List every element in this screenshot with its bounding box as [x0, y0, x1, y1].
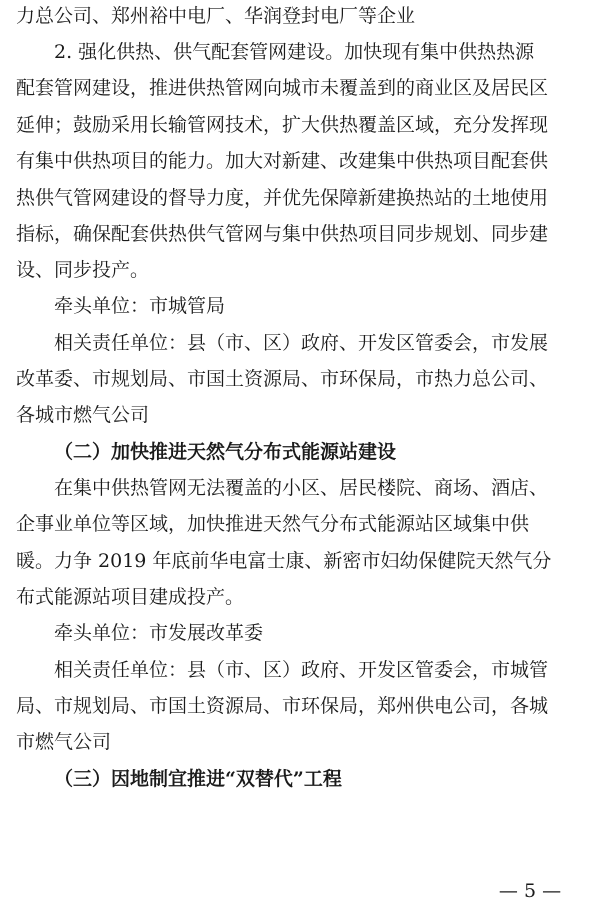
section-heading: （三）因地制宜推进“双替代”工程	[54, 768, 342, 790]
text-line: 2. 强化供热、供气配套管网建设。加快现有集中供热热源	[54, 41, 535, 63]
text-line: 指标，确保配套供热供气管网与集中供热项目同步规划、同步建	[16, 223, 549, 245]
lead-unit-line: 牵头单位：市发展改革委	[54, 622, 264, 644]
text-line: 延伸；鼓励采用长输管网技术，扩大供热覆盖区域，充分发挥现	[16, 114, 549, 136]
text-line: 有集中供热项目的能力。加大对新建、改建集中供热项目配套供	[16, 150, 549, 172]
text-line: 配套管网建设，推进供热管网向城市未覆盖到的商业区及居民区	[16, 77, 549, 99]
related-unit-line: 相关责任单位：县（市、区）政府、开发区管委会，市发展	[54, 332, 549, 354]
related-unit-line: 相关责任单位：县（市、区）政府、开发区管委会，市城管	[54, 659, 549, 681]
text-line: 在集中供热管网无法覆盖的小区、居民楼院、商场、酒店、	[54, 477, 549, 499]
section-heading: （二）加快推进天然气分布式能源站建设	[54, 441, 397, 463]
text-line: 暖。力争 2019 年底前华电富士康、新密市妇幼保健院天然气分	[16, 550, 552, 572]
lead-unit-line: 牵头单位：市城管局	[54, 295, 226, 317]
text-line: 市燃气公司	[16, 731, 112, 753]
text-line: 设、同步投产。	[16, 259, 150, 281]
page-number: — 5 —	[498, 880, 562, 902]
text-line: 布式能源站项目建成投产。	[16, 586, 245, 608]
text-line: 热供气管网建设的督导力度，并优先保障新建换热站的土地使用	[16, 187, 549, 209]
text-line: 局、市规划局、市国土资源局、市环保局，郑州供电公司，各城	[16, 695, 549, 717]
text-line: 各城市燃气公司	[16, 404, 150, 426]
text-line: 改革委、市规划局、市国土资源局、市环保局，市热力总公司、	[16, 368, 549, 390]
text-line: 企事业单位等区域，加快推进天然气分布式能源站区域集中供	[16, 513, 530, 535]
text-line: 力总公司、郑州裕中电厂、华润登封电厂等企业	[16, 5, 416, 27]
